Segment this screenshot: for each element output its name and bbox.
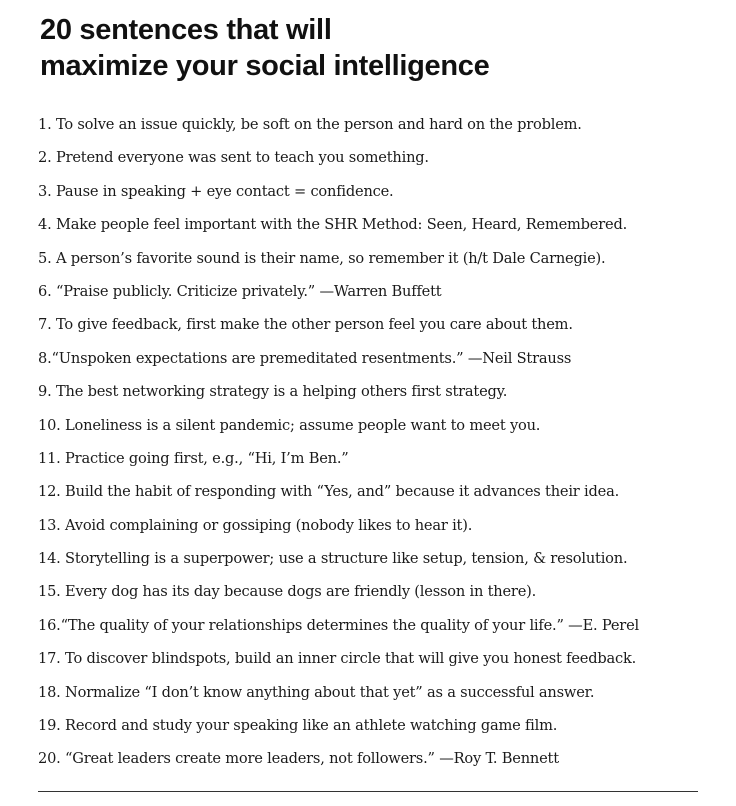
list-item: 9. The best networking strategy is a helping others first strategy. [38,383,508,401]
list-item: 19. Record and study your speaking like an athlete watching game film. [38,717,558,735]
list-item: 16.“The quality of your relationships determines the quality of your life.” —E. Perel [38,616,639,634]
title-line-1: 20 sentences that will [40,14,332,46]
list-item: 18. Normalize “I don’t know anything about that yet” as a successful answer. [38,683,595,701]
list-item: 7. To give feedback, first make the other person feel you care about them. [38,316,573,334]
page-title [40,12,720,84]
list-item: 15. Every dog has its day because dogs are friendly (lesson in there). [38,583,537,601]
list-item: 2. Pretend everyone was sent to teach you something. [38,149,429,167]
bottom-divider [38,791,698,792]
title-line-2: maximize your social intelligence [40,50,490,82]
list-item: 17. To discover blindspots, build an inner circle that will give you honest feedback. [38,650,637,668]
list-item: 8.“Unspoken expectations are premeditated resentments.” —Neil Strauss [38,349,572,367]
list-item: 1. To solve an issue quickly, be soft on the person and hard on the problem. [38,116,582,133]
list-item: 20. “Great leaders create more leaders, not followers.” —Roy T. Bennett [38,750,559,768]
list-item: 10. Loneliness is a silent pandemic; assume people want to meet you. [38,416,541,434]
sentence-list [38,108,728,776]
list-item: 4. Make people feel important with the SHR Method: Seen, Heard, Remembered. [38,216,628,234]
list-item: 11. Practice going first, e.g., “Hi, I’m Ben.” [38,449,349,467]
list-item: 3. Pause in speaking + eye contact = confidence. [38,182,394,200]
list-item: 14. Storytelling is a superpower; use a structure like setup, tension, & resolution. [38,550,628,568]
list-item: 12. Build the habit of responding with “Yes, and” because it advances their idea. [38,483,620,501]
list-item: 6. “Praise publicly. Criticize privately.” —Warren Buffett [38,282,442,300]
list-item: 13. Avoid complaining or gossiping (nobody likes to hear it). [38,516,473,534]
list-item: 5. A person’s favorite sound is their name, so remember it (h/t Dale Carnegie). [38,249,606,267]
